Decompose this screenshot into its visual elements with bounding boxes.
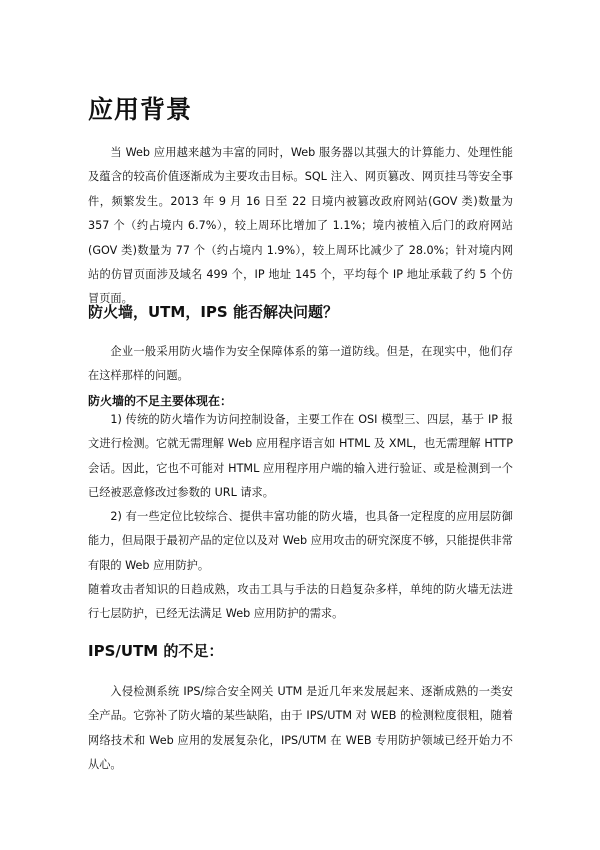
shortcoming-item-2: 2) 有一些定位比较综合、提供丰富功能的防火墙，也具备一定程度的应用层防御能力，但局限于最初产品的定位以及对 Web 应用攻击的研究深度不够，只能提供非常有限的 Web 应用防护。 bbox=[88, 510, 513, 572]
shortcoming-item-1: 1) 传统的防火墙作为访问控制设备，主要工作在 OSI 模型三、四层，基于 IP 报文进行检测。它就无需理解 Web 应用程序语言如 HTML 及 XML，也无需理解 HTTP 会话。因此，它也不可能对 HTML 应用程序用户端的输入进行验证、或是检测到一个已经被恶意修改过参数的 URL 请求。 bbox=[88, 413, 513, 500]
section-heading-firewall-question: 防火墙，UTM，IPS 能否解决问题？ bbox=[88, 303, 338, 321]
background-paragraph: 当 Web 应用越来越为丰富的同时，Web 服务器以其强大的计算能力、处理性能及蕴含的较高价值逐渐成为主要攻击目标。SQL 注入、网页篡改、网页挂马等安全事件，频繁发生。2013 年 9 月 16 日至 22 日境内被篡改政府网站(GOV 类)数量为 357 个（约占境内 6.7%），较上周环比增加了 1.1%；境内被植入后门的政府网站(GOV 类)数量为 77 个（约占境内 1.9%），较上周环比减少了 28.0%；针对境内网站的仿冒页面涉及域名 499 个，IP 地址 145 个，平均每个 IP 地址承载了约 5 个仿冒页面。 bbox=[88, 146, 513, 306]
section-heading-ips-utm: IPS/UTM 的不足： bbox=[88, 642, 224, 660]
subheading-firewall-shortcomings: 防火墙的不足主要体现在： bbox=[88, 394, 233, 408]
ips-utm-paragraph: 入侵检测系统 IPS/综合安全网关 UTM 是近几年来发展起来、逐渐成熟的一类安全产品。它弥补了防火墙的某些缺陷，由于 IPS/UTM 对 WEB 的检测粒度很粗，随着网络技术和 Web 应用的发展复杂化，IPS/UTM 在 WEB 专用防护领域已经开始力不从心。 bbox=[88, 685, 513, 772]
page-title: 应用背景 bbox=[88, 95, 193, 124]
firewall-intro-paragraph: 企业一般采用防火墙作为安全保障体系的第一道防线。但是，在现实中，他们存在这样那样的问题。 bbox=[88, 345, 513, 383]
firewall-conclusion-paragraph: 随着攻击者知识的日趋成熟，攻击工具与手法的日趋复杂多样，单纯的防火墙无法进行七层防护，已经无法满足 Web 应用防护的需求。 bbox=[88, 583, 513, 621]
